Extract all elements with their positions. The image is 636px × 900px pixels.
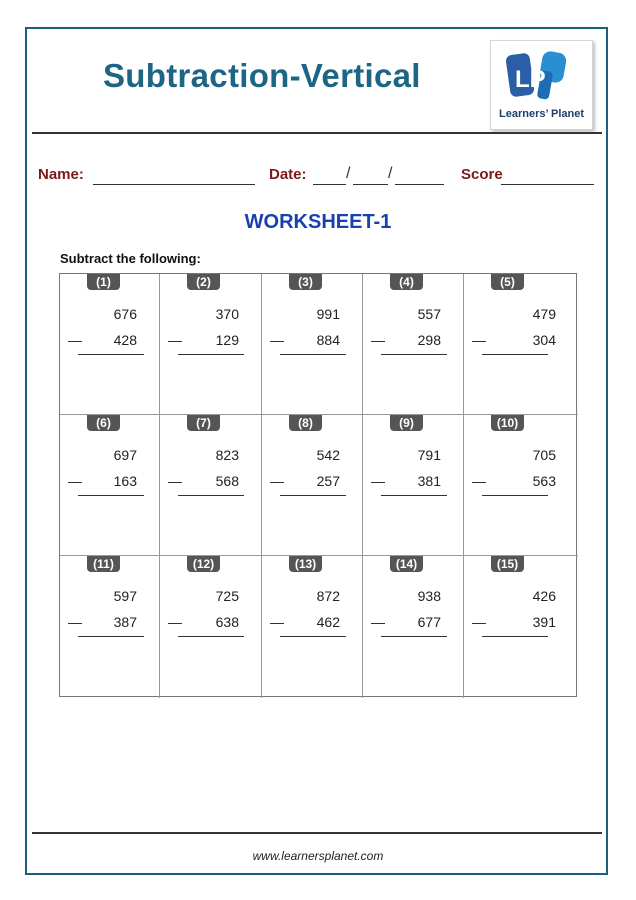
- minus-sign: —: [168, 332, 182, 348]
- problem-cell: [160, 556, 262, 698]
- subtrahend: 428: [113, 332, 137, 348]
- minus-sign: —: [472, 332, 486, 348]
- minuend: 597: [113, 588, 137, 604]
- name-label: Name:: [38, 166, 84, 183]
- minuend: 479: [532, 306, 556, 322]
- problem-number: (12): [187, 556, 220, 572]
- minuend: 938: [417, 588, 441, 604]
- minuend: 542: [316, 447, 340, 463]
- date-month-blank[interactable]: [353, 184, 388, 185]
- minus-sign: —: [68, 332, 82, 348]
- answer-line[interactable]: [482, 354, 548, 355]
- date-day-blank[interactable]: [313, 184, 346, 185]
- problem-cell: [60, 556, 160, 698]
- answer-line[interactable]: [381, 354, 447, 355]
- answer-line[interactable]: [280, 495, 346, 496]
- minuend: 697: [113, 447, 137, 463]
- problem-number: (4): [390, 274, 423, 290]
- subtrahend: 387: [113, 614, 137, 630]
- name-blank[interactable]: [93, 184, 255, 185]
- minus-sign: —: [371, 332, 385, 348]
- minus-sign: —: [68, 614, 82, 630]
- minus-sign: —: [472, 473, 486, 489]
- subtrahend: 462: [316, 614, 340, 630]
- minus-sign: —: [371, 614, 385, 630]
- subtrahend: 298: [417, 332, 441, 348]
- problem-cell: [464, 556, 578, 698]
- problem-cell: [363, 415, 464, 556]
- problem-number: (6): [87, 415, 120, 431]
- minuend: 705: [532, 447, 556, 463]
- score-blank[interactable]: [501, 184, 594, 185]
- minus-sign: —: [270, 614, 284, 630]
- instruction: Subtract the following:: [60, 251, 201, 266]
- date-year-blank[interactable]: [395, 184, 444, 185]
- minus-sign: —: [68, 473, 82, 489]
- answer-line[interactable]: [280, 636, 346, 637]
- minus-sign: —: [371, 473, 385, 489]
- problem-number: (14): [390, 556, 423, 572]
- problem-number: (1): [87, 274, 120, 290]
- minuend: 426: [532, 588, 556, 604]
- problem-cell: [464, 274, 578, 415]
- logo: [490, 40, 593, 130]
- subtrahend: 568: [215, 473, 239, 489]
- answer-line[interactable]: [78, 636, 144, 637]
- date-label: Date:: [269, 166, 307, 183]
- logo-brand: Learners’ Planet: [499, 108, 584, 120]
- problem-cell: [464, 415, 578, 556]
- minus-sign: —: [270, 473, 284, 489]
- problem-cell: [262, 415, 363, 556]
- answer-line[interactable]: [381, 636, 447, 637]
- answer-line[interactable]: [381, 495, 447, 496]
- subtrahend: 884: [316, 332, 340, 348]
- date-separator: /: [388, 165, 393, 182]
- subtrahend: 381: [417, 473, 441, 489]
- minus-sign: —: [270, 332, 284, 348]
- subtrahend: 391: [532, 614, 556, 630]
- subtrahend: 638: [215, 614, 239, 630]
- problem-cell: [262, 556, 363, 698]
- logo-mark: [505, 49, 577, 103]
- problem-number: (7): [187, 415, 220, 431]
- header-divider: [32, 132, 602, 134]
- problem-cell: [262, 274, 363, 415]
- minus-sign: —: [168, 614, 182, 630]
- minuend: 370: [215, 306, 239, 322]
- minus-sign: —: [168, 473, 182, 489]
- answer-line[interactable]: [482, 495, 548, 496]
- problem-number: (5): [491, 274, 524, 290]
- minuend: 991: [316, 306, 340, 322]
- answer-line[interactable]: [482, 636, 548, 637]
- problem-cell: [160, 415, 262, 556]
- problem-grid: [59, 273, 577, 697]
- answer-line[interactable]: [178, 495, 244, 496]
- subtrahend: 304: [532, 332, 556, 348]
- subtrahend: 563: [532, 473, 556, 489]
- minuend: 557: [417, 306, 441, 322]
- logo-letters: LP: [515, 66, 546, 93]
- page-title: Subtraction-Vertical: [103, 57, 421, 94]
- subtrahend: 257: [316, 473, 340, 489]
- answer-line[interactable]: [178, 636, 244, 637]
- worksheet-title: WORKSHEET-1: [244, 211, 392, 233]
- minuend: 791: [417, 447, 441, 463]
- problem-cell: [363, 556, 464, 698]
- minus-sign: —: [472, 614, 486, 630]
- problem-number: (9): [390, 415, 423, 431]
- minuend: 872: [316, 588, 340, 604]
- answer-line[interactable]: [78, 495, 144, 496]
- score-label: Score: [461, 166, 503, 183]
- footer-divider: [32, 832, 602, 834]
- problem-number: (11): [87, 556, 120, 572]
- problem-cell: [60, 415, 160, 556]
- problem-cell: [160, 274, 262, 415]
- footer-url[interactable]: www.learnersplanet.com: [252, 849, 384, 863]
- problem-cell: [363, 274, 464, 415]
- problem-number: (13): [289, 556, 322, 572]
- answer-line[interactable]: [78, 354, 144, 355]
- problem-number: (15): [491, 556, 524, 572]
- answer-line[interactable]: [280, 354, 346, 355]
- problem-number: (8): [289, 415, 322, 431]
- minuend: 676: [113, 306, 137, 322]
- minuend: 725: [215, 588, 239, 604]
- date-separator: /: [346, 165, 351, 182]
- problem-number: (2): [187, 274, 220, 290]
- problem-cell: [60, 274, 160, 415]
- subtrahend: 163: [113, 473, 137, 489]
- minuend: 823: [215, 447, 239, 463]
- problem-number: (3): [289, 274, 322, 290]
- subtrahend: 129: [215, 332, 239, 348]
- subtrahend: 677: [417, 614, 441, 630]
- answer-line[interactable]: [178, 354, 244, 355]
- problem-number: (10): [491, 415, 524, 431]
